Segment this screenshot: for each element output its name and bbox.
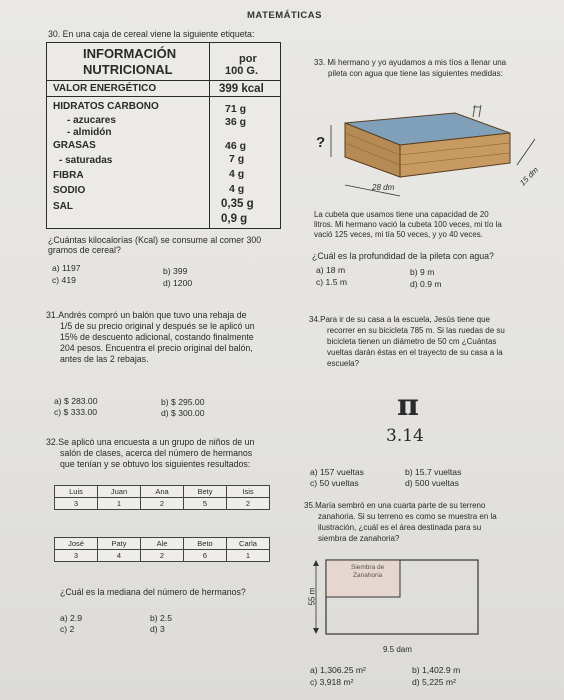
land-area-label-2: Zanahoria — [353, 572, 383, 579]
q30-question-line-2: gramos de cereal? — [48, 245, 121, 255]
nutrition-row-name: HIDRATOS CARBONO — [53, 101, 159, 112]
q34-line-2: recorrer en su bicicleta 785 m. Si las ruedas de su — [327, 326, 505, 335]
q32-question: ¿Cuál es la mediana del número de hermanos? — [60, 587, 246, 597]
q34-option-d[interactable]: d) 500 vueltas — [405, 478, 459, 488]
q32-option-b[interactable]: b) 2.5 — [150, 613, 172, 623]
q34-line-4: vueltas darán éstas en el trayecto de su casa a la — [327, 348, 503, 357]
table-cell: Carla — [227, 538, 270, 550]
land-figure — [312, 550, 482, 640]
pi-symbol: π — [397, 388, 419, 423]
nutrition-row-value: 4 g — [229, 183, 245, 195]
nutrition-row-value: 0,35 g — [221, 198, 254, 210]
q32-line-2: salón de clases, acerca del número de hermanos — [60, 448, 253, 458]
pool-width-label: 15 dm — [518, 165, 541, 188]
nutrition-title-2: NUTRICIONAL — [83, 62, 173, 77]
land-area-label-1: Siembra de — [351, 564, 385, 571]
table-cell: Paty — [98, 538, 141, 550]
table-cell: Bety — [184, 486, 227, 498]
table-cell: Isis — [227, 486, 270, 498]
table-cell: 3 — [55, 498, 98, 510]
q31-line-4: 204 pesos. Encuentra el precio original del balón, — [60, 343, 253, 353]
q33-text-2: litros. Mi hermano vació la cubeta 100 veces, mi tío la — [314, 220, 502, 229]
table-cell: 2 — [227, 498, 270, 510]
q30-option-d[interactable]: d) 1200 — [163, 278, 193, 288]
nutrition-divider — [47, 80, 280, 81]
nutrition-row-name: SAL — [53, 201, 73, 212]
table-cell: Ale — [141, 538, 184, 550]
q32-line-3: que tenían y se obtuvo los siguientes resultados: — [60, 459, 251, 469]
table-cell: 1 — [227, 550, 270, 562]
nutrition-row-value: 399 kcal — [219, 83, 264, 95]
table-row — [55, 486, 270, 498]
table-row — [55, 498, 270, 510]
table-cell: 6 — [184, 550, 227, 562]
q35-option-b[interactable]: b) 1,402.9 m — [412, 665, 461, 675]
pi-value: 3.14 — [386, 426, 424, 446]
q34-line-5: escuela? — [327, 359, 360, 368]
pool-illustration — [305, 95, 545, 200]
nutrition-row-line — [47, 96, 280, 97]
siblings-table-2 — [54, 537, 270, 562]
nutrition-row-name: FIBRA — [53, 170, 84, 181]
q30-option-a[interactable]: a) 1197 — [52, 263, 81, 273]
nutrition-row-name: - saturadas — [59, 155, 113, 166]
q31-option-b[interactable]: b) $ 295.00 — [161, 397, 205, 407]
nutrition-row-name: VALOR ENERGÉTICO — [53, 83, 157, 94]
q31-option-c[interactable]: c) $ 333.00 — [54, 407, 97, 417]
pool-depth-unknown: ? — [316, 134, 326, 151]
q35-line-4: siembra de zanahoria? — [318, 534, 400, 543]
pool-length-label: 28 dm — [372, 183, 395, 192]
land-height-label: 55 m — [307, 587, 317, 606]
nutrition-column-divider — [209, 43, 210, 228]
q35-option-d[interactable]: d) 5,225 m² — [412, 677, 456, 687]
table-cell: 4 — [98, 550, 141, 562]
q33-question: ¿Cuál es la profundidad de la pileta con agua? — [312, 251, 494, 261]
q32-option-a[interactable]: a) 2.9 — [60, 613, 82, 623]
q30-question-line-1: ¿Cuántas kilocalorías (Kcal) se consume al comer 300 — [48, 235, 262, 245]
table-row — [55, 550, 270, 562]
page-title: MATEMÁTICAS — [247, 10, 322, 21]
table-cell: 2 — [141, 498, 184, 510]
siblings-table-1 — [54, 485, 270, 510]
q30-option-c[interactable]: c) 419 — [52, 275, 76, 285]
q33-option-b[interactable]: b) 9 m — [410, 267, 435, 277]
nutrition-row-name: - almidón — [67, 127, 112, 138]
q35-line-2: zanahoria. Si su terreno es como se muestra en la — [318, 512, 497, 521]
q31-option-d[interactable]: d) $ 300.00 — [161, 408, 205, 418]
nutrition-row-name: GRASAS — [53, 140, 96, 151]
q33-text-1: La cubeta que usamos tiene una capacidad de 20 — [314, 210, 489, 219]
land-width-label: 9.5 dam — [383, 645, 412, 654]
q31-line-5: antes de las 2 rebajas. — [60, 354, 149, 364]
q34-option-c[interactable]: c) 50 vueltas — [310, 478, 359, 488]
q34-line-3: bicicleta tienen un diámetro de 50 cm ¿Cuántas — [327, 337, 497, 346]
nutrition-row-value: 4 g — [229, 168, 245, 180]
q33-line-2: pileta con agua que tiene las siguientes medidas: — [328, 69, 503, 78]
q30-option-b[interactable]: b) 399 — [163, 266, 188, 276]
q34-option-a[interactable]: a) 157 vueltas — [310, 467, 364, 477]
nutrition-row-value: 0,9 g — [221, 213, 248, 225]
nutrition-row-name: - azucares — [67, 115, 116, 126]
q33-option-a[interactable]: a) 18 m — [316, 265, 346, 275]
q33-text-3: vació 125 veces, mi tía 50 veces, y yo 40 veces. — [314, 230, 483, 239]
q31-line-1: 31.Andrés compró un balón que tuvo una rebaja de — [46, 310, 247, 320]
pool-figure — [305, 95, 545, 200]
q30-intro: 30. En una caja de cereal viene la siguiente etiqueta: — [48, 29, 255, 39]
q33-option-d[interactable]: d) 0.9 m — [410, 279, 442, 289]
table-row — [55, 538, 270, 550]
nutrition-per: por — [239, 53, 257, 65]
q32-line-1: 32.Se aplicó una encuesta a un grupo de niños de un — [46, 437, 255, 447]
q34-option-b[interactable]: b) 15.7 vueltas — [405, 467, 462, 477]
nutrition-row-name: SODIO — [53, 185, 86, 196]
table-cell: 2 — [141, 550, 184, 562]
q35-option-a[interactable]: a) 1,306.25 m² — [310, 665, 366, 675]
q31-line-2: 1/5 de su precio original y después se le aplicó un — [60, 321, 255, 331]
q35-line-3: ilustración, ¿cuál es el área destinada para su — [318, 523, 482, 532]
table-cell: 3 — [55, 550, 98, 562]
q31-option-a[interactable]: a) $ 283.00 — [54, 396, 98, 406]
nutrition-title-1: INFORMACIÓN — [83, 46, 177, 61]
q34-line-1: 34.Para ir de su casa a la escuela, Jesús tiene que — [309, 315, 490, 324]
q33-line-1: 33. Mi hermano y yo ayudamos a mis tíos a llenar una — [314, 58, 507, 67]
table-cell: Ana — [141, 486, 184, 498]
table-cell: 1 — [98, 498, 141, 510]
table-cell: Juan — [98, 486, 141, 498]
nutrition-row-value: 36 g — [225, 116, 247, 128]
table-cell: Luis — [55, 486, 98, 498]
table-cell: José — [55, 538, 98, 550]
nutrition-label — [46, 42, 281, 229]
q35-line-1: 35.María sembró en una cuarta parte de su terreno — [304, 501, 486, 510]
nutrition-row-value: 7 g — [229, 153, 245, 165]
q32-option-d[interactable]: d) 3 — [150, 624, 165, 634]
table-cell: 5 — [184, 498, 227, 510]
q32-option-c[interactable]: c) 2 — [60, 624, 75, 634]
land-illustration — [312, 550, 482, 640]
nutrition-row-value: 71 g — [225, 103, 247, 115]
q31-line-3: 15% de descuento adicional, costando finalmente — [60, 332, 254, 342]
q35-option-c[interactable]: c) 3,918 m² — [310, 677, 354, 687]
table-cell: Beto — [184, 538, 227, 550]
q33-option-c[interactable]: c) 1.5 m — [316, 277, 348, 287]
nutrition-row-value: 46 g — [225, 140, 247, 152]
nutrition-per-amount: 100 G. — [225, 65, 259, 77]
